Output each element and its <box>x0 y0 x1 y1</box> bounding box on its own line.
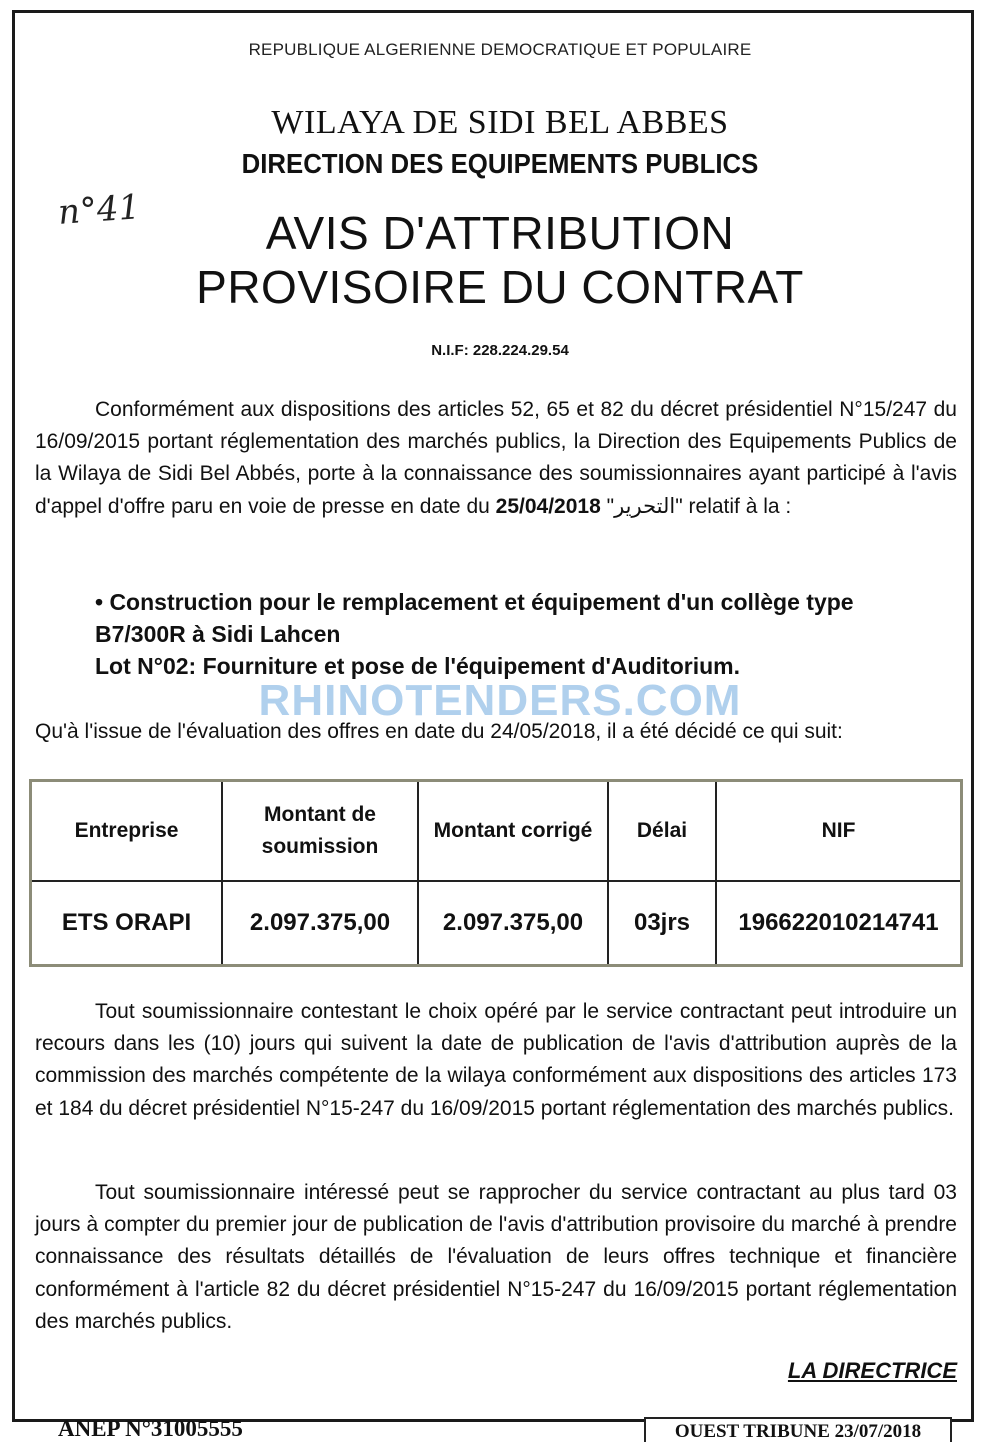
header-delai: Délai <box>608 781 716 882</box>
intro-suffix: relatif à la : <box>682 494 792 518</box>
table-row <box>31 881 962 966</box>
header-montant-soumission: Montant de soumission <box>222 781 418 882</box>
journal-stamp: OUEST TRIBUNE 23/07/2018 <box>644 1417 952 1442</box>
notice-title-line-2: PROVISOIRE DU CONTRAT <box>196 261 804 313</box>
evaluation-statement: Qu'à l'issue de l'évaluation des offres en date du 24/05/2018, il a été décidé ce qui suit: <box>35 720 843 743</box>
project-line-3: Lot N°02: Fourniture et pose de l'équipement d'Auditorium. <box>95 653 740 679</box>
notice-title <box>0 206 1000 314</box>
nif-number: N.I.F: 228.224.29.54 <box>431 342 569 359</box>
intro-paragraph <box>35 394 957 523</box>
consultation-paragraph: Tout soumissionnaire intéressé peut se rapprocher du service contractant au plus tard 03 jours à compter du premier jour de publication de l'avis d'attribution provisoire du marché à prendre connaissance des résultats détaillés de l'évaluation de leurs offres technique et financière conformément à l'article 82 du décret présidentiel N°15-247 du 16/09/2015 portant réglementation des marchés publics. <box>35 1181 957 1333</box>
watermark: RHINOTENDERS.COM <box>258 676 742 725</box>
wilaya-heading: WILAYA DE SIDI BEL ABBES <box>271 104 729 141</box>
project-line-1: • Construction pour le remplacement et équipement d'un collège type <box>95 589 854 615</box>
recours-paragraph: Tout soumissionnaire contestant le choix opéré par le service contractant peut introduire un recours dans les (10) jours qui suivent la date de publication de l'avis d'attribution auprès de la commission des marchés compétente de la wilaya conformément aux dispositions des articles 173 et 184 du décret présidentiel N°15-247 du 16/09/2015 portant réglementation des marchés publics. <box>35 1000 957 1120</box>
intro-date: 25/04/2018 <box>495 494 601 518</box>
notice-title-line-1: AVIS D'ATTRIBUTION <box>265 207 735 259</box>
cell-montant-corrige: 2.097.375,00 <box>418 881 608 966</box>
award-table <box>29 779 963 967</box>
anep-number: ANEP N°31005555 <box>58 1416 243 1441</box>
header-entreprise: Entreprise <box>31 781 223 882</box>
signature: LA DIRECTRICE <box>787 1358 957 1383</box>
header-montant-corrige: Montant corrigé <box>418 781 608 882</box>
cell-delai: 03jrs <box>608 881 716 966</box>
intro-newspaper: "التحرير" <box>606 494 683 518</box>
handwritten-note: n°41 <box>56 187 142 233</box>
header-nif: NIF <box>716 781 962 882</box>
project-line-2: B7/300R à Sidi Lahcen <box>95 621 341 647</box>
cell-entreprise: ETS ORAPI <box>31 881 223 966</box>
intro-text: Conformément aux dispositions des articles 52, 65 et 82 du décret présidentiel N°15/247 du 16/09/2015 portant réglementation des marchés publics, la Direction des Equipements Publics de la Wilaya de Sidi Bel Abbés, porte à la connaissance des soumissionnaires ayant participé à l'avis d'appel d'offre paru en voie de presse en date du <box>35 398 957 518</box>
table-header-row <box>31 781 962 882</box>
project-description <box>95 586 955 682</box>
cell-montant-soumission: 2.097.375,00 <box>222 881 418 966</box>
republic-heading: REPUBLIQUE ALGERIENNE DEMOCRATIQUE ET POPULAIRE <box>248 40 752 59</box>
direction-heading: DIRECTION DES EQUIPEMENTS PUBLICS <box>241 148 759 179</box>
cell-nif: 196622010214741 <box>716 881 962 966</box>
